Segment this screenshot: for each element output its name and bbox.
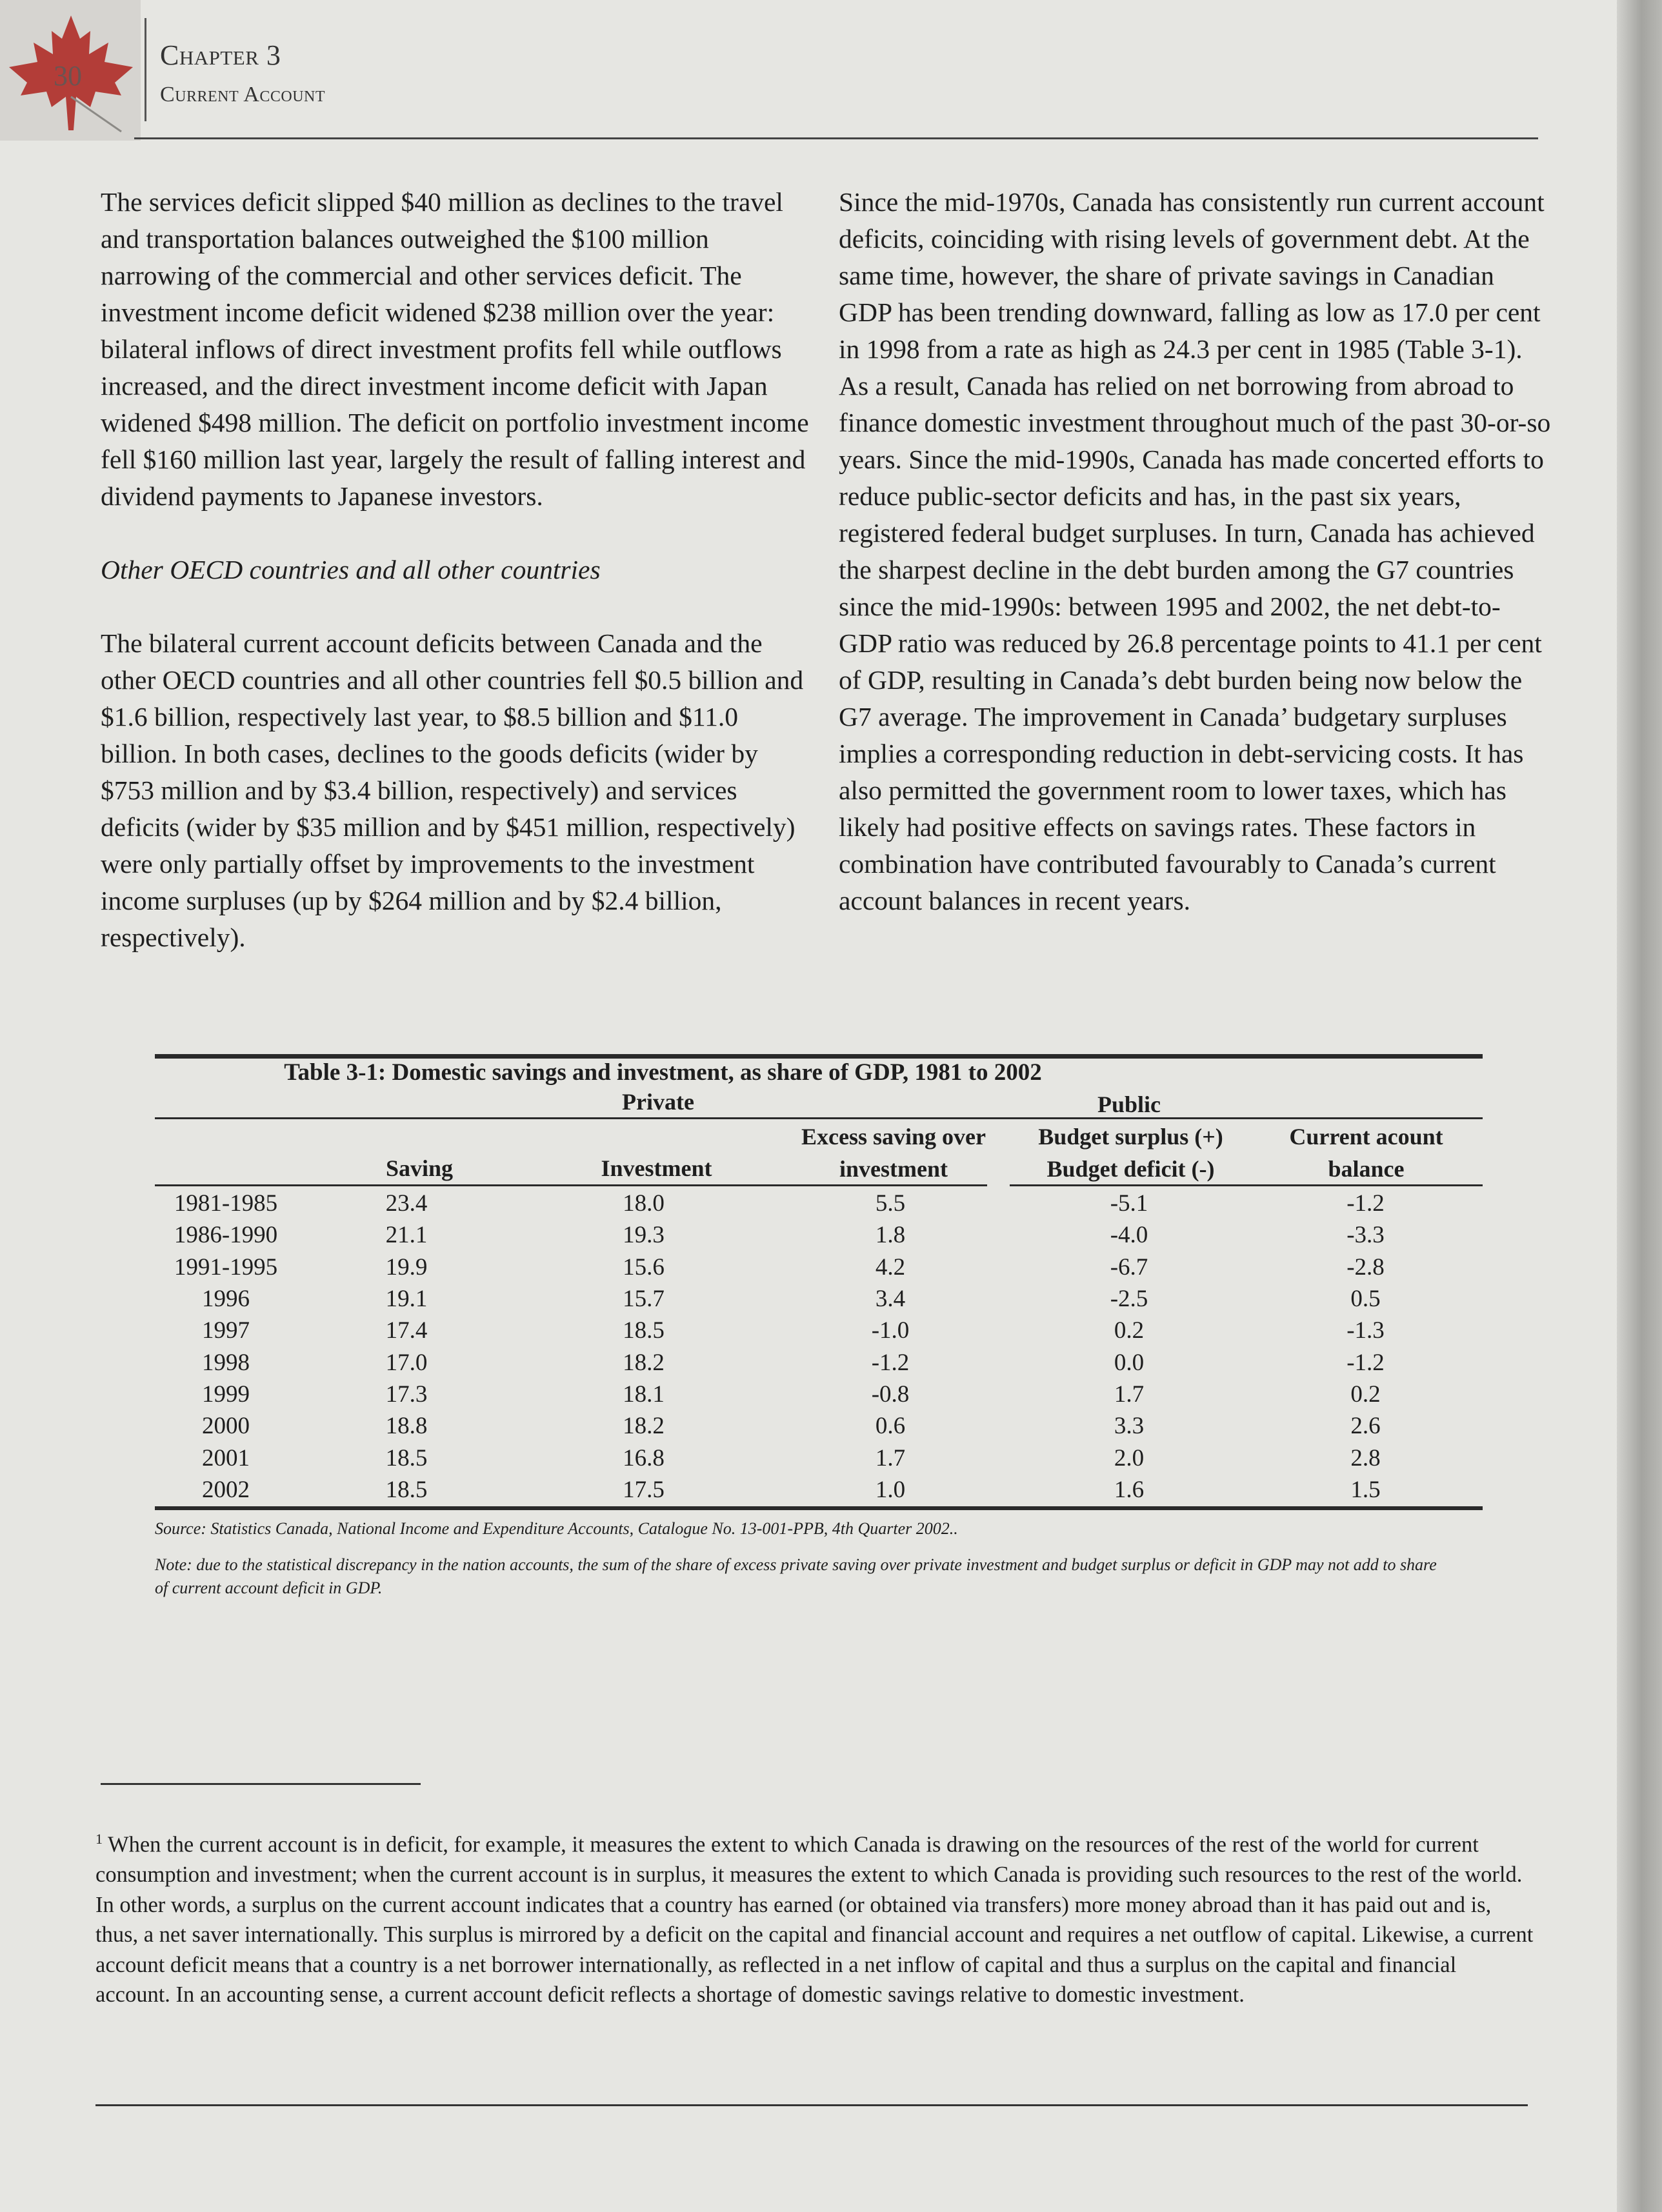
- cell-saving: 18.5: [385, 1444, 428, 1471]
- cell-current-account: 1.5: [1350, 1476, 1381, 1503]
- cell-investment: 18.5: [623, 1317, 665, 1344]
- cell-budget-balance: -6.7: [1110, 1253, 1148, 1280]
- header-saving: Saving: [385, 1155, 454, 1181]
- header-investment: Investment: [601, 1155, 712, 1181]
- header-line: Current acount: [1289, 1124, 1443, 1150]
- footnote-text: When the current account is in deficit, for example, it measures the extent to which Canada is drawing on the resources of the rest of the world for current consumption and investment; when the current account is in surplus, it measures the extent to which Canada is providing such resources to the rest of the world. In other words, a surplus on the current account indicates that a country has earned (or obtained via transfers) more money abroad than it has paid out and is, thus, a net saver internationally. This surplus is mirrored by a deficit on the capital and financial account and requires a net outflow of capital. Likewise, a current account deficit means that a country is a net borrower internationally, as reflected in a net inflow of capital and thus a surplus on the capital and financial account. In an accounting sense, a current account deficit reflects a shortage of domestic savings relative to domestic investment.: [95, 1832, 1534, 2007]
- cell-investment: 17.5: [623, 1476, 665, 1503]
- table-row: [155, 1188, 1483, 1219]
- cell-current-account: 0.5: [1350, 1286, 1381, 1313]
- cell-budget-balance: -5.1: [1110, 1190, 1148, 1217]
- cell-current-account: -1.2: [1347, 1190, 1385, 1217]
- footnote-marker: 1: [95, 1831, 103, 1847]
- page-edge-shadow: [1617, 0, 1662, 2212]
- paragraph: The services deficit slipped $40 million as declines to the travel and transportation balances outweighed the $100 million narrowing of the commercial and other services deficit. The investment income deficit widened $238 million over the year: bilateral inflows of direct investment profits fell while outflows increased, and the direct investment income deficit with Japan widened $498 million. The deficit on portfolio investment income fell $160 million last year, largely the result of falling interest and dividend payments to Japanese investors.: [101, 187, 809, 511]
- cell-investment: 18.2: [623, 1349, 665, 1376]
- header-line: balance: [1328, 1156, 1405, 1182]
- left-column: [101, 184, 812, 956]
- table-top-rule: [155, 1054, 1483, 1059]
- cell-budget-balance: -2.5: [1110, 1286, 1148, 1313]
- header-divider: [145, 18, 146, 121]
- cell-excess-saving: 1.8: [875, 1222, 906, 1249]
- cell-period: 1991-1995: [174, 1253, 278, 1280]
- cell-period: 1997: [202, 1317, 250, 1344]
- table-row: [155, 1410, 1483, 1442]
- cell-budget-balance: 0.2: [1114, 1317, 1145, 1344]
- cell-investment: 16.8: [623, 1444, 665, 1471]
- group-header-private: Private: [622, 1089, 694, 1115]
- cell-period: 2001: [202, 1444, 250, 1471]
- cell-saving: 19.9: [385, 1253, 428, 1280]
- section-label: Current Account: [160, 83, 326, 106]
- header-line: Excess saving over: [801, 1124, 986, 1150]
- header-line: Budget deficit (-): [1046, 1156, 1215, 1182]
- cell-budget-balance: 1.7: [1114, 1380, 1145, 1408]
- cell-budget-balance: -4.0: [1110, 1222, 1148, 1249]
- table-row: [155, 1283, 1483, 1315]
- cell-budget-balance: 0.0: [1114, 1349, 1145, 1376]
- footnote: [95, 1824, 1534, 2010]
- cell-period: 1999: [202, 1380, 250, 1408]
- table-title: Table 3-1: Domestic savings and investment, as share of GDP, 1981 to 2002: [284, 1059, 1042, 1086]
- cell-period: 1981-1985: [174, 1190, 278, 1217]
- group-header-public: Public: [1097, 1091, 1161, 1117]
- table-row: [155, 1442, 1483, 1473]
- cell-period: 1986-1990: [174, 1222, 278, 1249]
- table-row: [155, 1474, 1483, 1506]
- paragraph: The bilateral current account deficits between Canada and the other OECD countries and all other countries fell $0.5 billion and $1.6 billion, respectively last year, to $8.5 billion and $11.0 billion. In both cases, declines to the goods deficits (wider by $753 million and by $3.4 billion, respectively) and services deficits (wider by $35 million and by $451 million, respectively) were only partially offset by improvements to the investment income surpluses (up by $264 million and by $2.4 billion, respectively).: [101, 628, 804, 952]
- cell-saving: 18.8: [385, 1413, 428, 1440]
- cell-budget-balance: 3.3: [1114, 1413, 1145, 1440]
- subheading: Other OECD countries and all other countries: [101, 555, 601, 584]
- cell-investment: 15.7: [623, 1286, 665, 1313]
- cell-excess-saving: 4.2: [875, 1253, 906, 1280]
- cell-saving: 23.4: [385, 1190, 428, 1217]
- header-line: Budget surplus (+): [1038, 1124, 1223, 1150]
- cell-saving: 18.5: [385, 1476, 428, 1503]
- paragraph: Since the mid-1970s, Canada has consistently run current account deficits, coinciding with rising levels of government debt. At the same time, however, the share of private savings in Canadian GDP has been trending downward, falling as low as 17.0 per cent in 1998 from a rate as high as 24.3 per cent in 1985 (Table 3-1). As a result, Canada has relied on net borrowing from abroad to finance domestic investment throughout much of the past 30-or-so years. Since the mid-1990s, Canada has made concerted efforts to reduce public-sector deficits and has, in the past six years, registered federal budget surpluses. In turn, Canada has achieved the sharpest decline in the debt burden among the G7 countries since the mid-1990s: between 1995 and 2002, the net debt-to-GDP ratio was reduced by 26.8 percentage points to 41.1 per cent of GDP, resulting in Canada’s debt burden being now below the G7 average. The improvement in Canada’ budgetary surpluses implies a corresponding reduction in debt-servicing costs. It has also permitted the government room to lower taxes, which has likely had positive effects on savings rates. These factors in combination have contributed favourably to Canada’s current account balances in recent years.: [839, 187, 1551, 915]
- cell-current-account: 2.6: [1350, 1413, 1381, 1440]
- cell-budget-balance: 2.0: [1114, 1444, 1145, 1471]
- cell-investment: 19.3: [623, 1222, 665, 1249]
- header-current-account: [1255, 1121, 1477, 1185]
- cell-excess-saving: 1.0: [875, 1476, 906, 1503]
- header-rule: [134, 137, 1538, 139]
- table-row: [155, 1219, 1483, 1251]
- chapter-label: Chapter 3: [160, 39, 281, 71]
- cell-excess-saving: 5.5: [875, 1190, 906, 1217]
- table-bottom-rule: [155, 1506, 1483, 1510]
- cell-saving: 17.3: [385, 1380, 428, 1408]
- cell-saving: 21.1: [385, 1222, 428, 1249]
- cell-saving: 17.0: [385, 1349, 428, 1376]
- cell-saving: 19.1: [385, 1286, 428, 1313]
- table-body: [155, 1188, 1483, 1506]
- table-row: [155, 1251, 1483, 1283]
- header-line: investment: [839, 1156, 948, 1182]
- cell-period: 2000: [202, 1413, 250, 1440]
- table-note: Note: due to the statistical discrepancy in the nation accounts, the sum of the share of excess private saving over private investment and budget surplus or deficit in GDP may not add to share of current account deficit in GDP.: [155, 1555, 1437, 1597]
- right-column: [839, 184, 1552, 919]
- header-budget: [1016, 1121, 1245, 1185]
- cell-investment: 18.2: [623, 1413, 665, 1440]
- cell-current-account: -3.3: [1347, 1222, 1385, 1249]
- header-rule-public: [1010, 1184, 1483, 1186]
- cell-investment: 15.6: [623, 1253, 665, 1280]
- table-row: [155, 1379, 1483, 1410]
- cell-excess-saving: -0.8: [871, 1380, 910, 1408]
- cell-excess-saving: -1.0: [871, 1317, 910, 1344]
- cell-current-account: 2.8: [1350, 1444, 1381, 1471]
- cell-current-account: -2.8: [1347, 1253, 1385, 1280]
- header-excess-saving: [777, 1121, 1010, 1185]
- cell-saving: 17.4: [385, 1317, 428, 1344]
- cell-budget-balance: 1.6: [1114, 1476, 1145, 1503]
- cell-current-account: -1.3: [1347, 1317, 1385, 1344]
- cell-current-account: -1.2: [1347, 1349, 1385, 1376]
- cell-excess-saving: 3.4: [875, 1286, 906, 1313]
- cell-period: 2002: [202, 1476, 250, 1503]
- footnote-rule: [101, 1783, 421, 1785]
- cell-excess-saving: -1.2: [871, 1349, 910, 1376]
- cell-period: 1996: [202, 1286, 250, 1313]
- table-row: [155, 1346, 1483, 1378]
- table-source: Source: Statistics Canada, National Income and Expenditure Accounts, Catalogue No. 13-001-PPB, 4th Quarter 2002..: [155, 1519, 958, 1538]
- cell-excess-saving: 0.6: [875, 1413, 906, 1440]
- data-table: [155, 1188, 1483, 1506]
- page-bottom-rule: [95, 2104, 1528, 2106]
- cell-excess-saving: 1.7: [875, 1444, 906, 1471]
- cell-investment: 18.1: [623, 1380, 665, 1408]
- cell-current-account: 0.2: [1350, 1380, 1381, 1408]
- header-rule-private: [155, 1184, 987, 1186]
- page-number: 30: [54, 60, 82, 92]
- table-row: [155, 1315, 1483, 1346]
- group-rule: [155, 1117, 1483, 1119]
- cell-investment: 18.0: [623, 1190, 665, 1217]
- cell-period: 1998: [202, 1349, 250, 1376]
